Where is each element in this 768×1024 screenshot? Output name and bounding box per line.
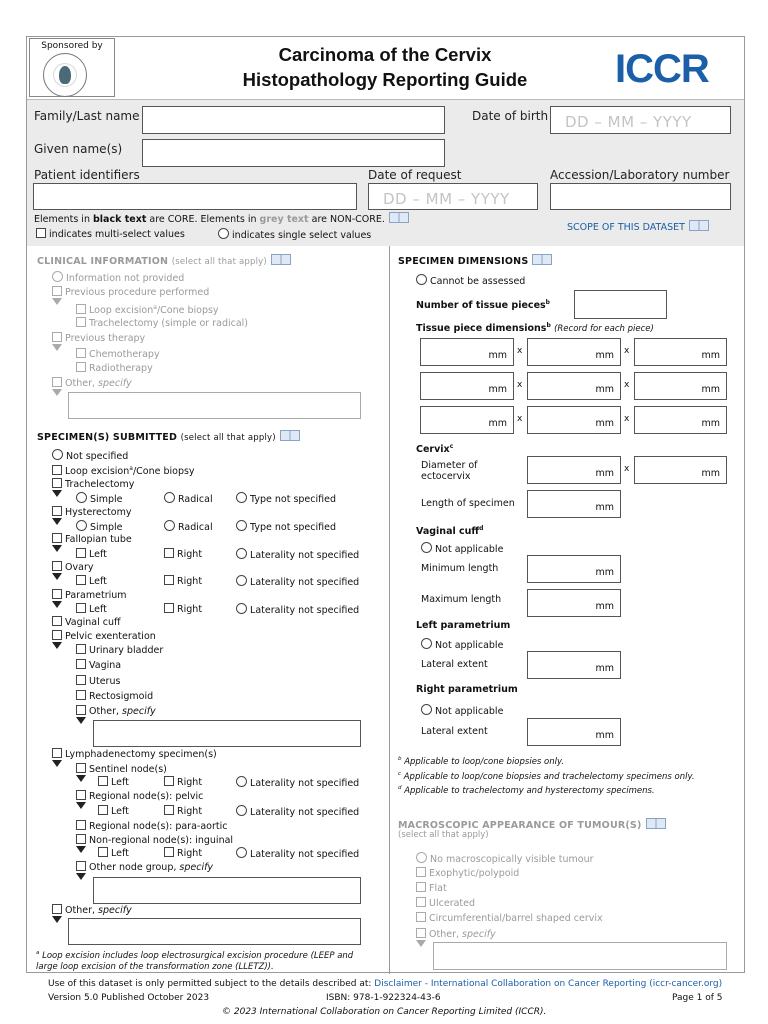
expand-arrow-icon xyxy=(52,573,62,580)
option-sentinel-lat-ns[interactable]: Laterality not specified xyxy=(236,776,359,790)
option-vagina[interactable]: Vagina xyxy=(76,659,121,672)
expand-arrow-icon xyxy=(52,916,62,923)
right-lateral-label: Lateral extent xyxy=(421,726,488,737)
expand-arrow-icon xyxy=(52,344,62,351)
option-cuff-na[interactable]: Not applicable xyxy=(421,542,503,556)
cervix-label: Cervix$^c$ xyxy=(416,443,454,456)
left-lateral-field[interactable]: mm xyxy=(527,651,621,679)
macro-appearance-heading: MACROSCOPIC APPEARANCE OF TUMOUR(S) xyxy=(398,818,666,831)
option-pelvic-other[interactable]: Other, specify xyxy=(76,705,156,718)
option-chemotherapy[interactable]: Chemotherapy xyxy=(76,348,160,361)
identifiers-field[interactable] xyxy=(33,183,357,210)
min-length-label: Minimum length xyxy=(421,563,499,574)
other-node-field[interactable] xyxy=(93,877,361,904)
option-clin-other[interactable]: Other, specify xyxy=(52,377,132,390)
footer-permitted: Use of this dataset is only permitted subject to the details described at: Disclaimer - International Collaboration on Cancer Reporting (iccr-cancer.org) xyxy=(48,979,723,989)
length-label: Length of specimen xyxy=(421,498,515,509)
given-name-label: Given name(s) xyxy=(34,142,123,156)
left-param-label: Left parametrium xyxy=(416,620,511,631)
radio-icon xyxy=(218,228,229,239)
book-icon xyxy=(689,220,709,231)
dob-label: Date of birth xyxy=(472,109,549,123)
option-urinary-bladder[interactable]: Urinary bladder xyxy=(76,644,163,657)
option-uterus[interactable]: Uterus xyxy=(76,675,120,688)
piece-1-dim-3[interactable]: mm xyxy=(634,338,727,366)
clinical-info-heading: CLINICAL INFORMATION (select all that apply) xyxy=(37,254,291,267)
right-param-label: Right parametrium xyxy=(416,684,518,695)
expand-arrow-icon xyxy=(76,775,86,782)
min-length-field[interactable]: mm xyxy=(527,555,621,583)
option-fallopian[interactable]: Fallopian tube xyxy=(52,533,132,546)
piece-1-dim-2[interactable]: mm xyxy=(527,338,621,366)
dob-field[interactable]: DD – MM – YYYY xyxy=(550,106,731,134)
scope-link[interactable]: SCOPE OF THIS DATASET xyxy=(567,220,709,234)
core-legend: Elements in black text are CORE. Elements in grey text are NON-CORE. xyxy=(34,212,409,226)
multi-select-legend: indicates multi-select values xyxy=(36,228,185,241)
sponsor-seal-icon xyxy=(43,53,87,97)
book-icon xyxy=(271,254,291,265)
option-sentinel-right[interactable]: Right xyxy=(164,776,202,789)
book-icon xyxy=(280,430,300,441)
sponsor-box xyxy=(29,38,115,97)
option-regional-para-aortic[interactable]: Regional node(s): para-aortic xyxy=(76,820,227,833)
footnote-a: $^a$ Loop excision includes loop electrosurgical excision procedure (LEEP and large loop excision of the transformation zone (LLETZ)). xyxy=(36,950,354,972)
option-fallopian-left[interactable]: Left xyxy=(76,548,107,561)
option-non-regional-inguinal[interactable]: Non-regional node(s): inguinal xyxy=(76,834,233,847)
option-exophytic[interactable]: Exophytic/polypoid xyxy=(416,867,519,880)
footer-version: Version 5.0 Published October 2023 xyxy=(48,993,210,1003)
specimen-dimensions-heading: SPECIMEN DIMENSIONS xyxy=(398,254,552,267)
column-divider xyxy=(389,246,390,974)
option-parametrium[interactable]: Parametrium xyxy=(52,589,127,602)
family-name-label: Family/Last name xyxy=(34,109,140,123)
right-lateral-field[interactable]: mm xyxy=(527,718,621,746)
piece-2-dim-2[interactable]: mm xyxy=(527,372,621,400)
single-select-legend: indicates single select values xyxy=(218,228,371,242)
footer-page: Page 1 of 5 xyxy=(672,993,723,1003)
option-param-lat-ns[interactable]: Laterality not specified xyxy=(236,603,359,617)
expand-arrow-icon xyxy=(52,518,62,525)
option-circumferential[interactable]: Circumferential/barrel shaped cervix xyxy=(416,912,603,925)
sponsored-by-label: Sponsored by xyxy=(41,41,103,51)
option-clin-loop[interactable]: Loop excision$^a$/Cone biopsy xyxy=(76,302,219,317)
option-param-right[interactable]: Right xyxy=(164,603,202,616)
expand-arrow-icon xyxy=(76,873,86,880)
times-sign: x xyxy=(624,346,630,356)
title-line-1: Carcinoma of the Cervix xyxy=(278,44,492,65)
option-dim-cannot-assess[interactable]: Cannot be assessed xyxy=(416,274,525,288)
expand-arrow-icon xyxy=(52,490,62,497)
option-left-param-na[interactable]: Not applicable xyxy=(421,638,503,652)
times-sign: x xyxy=(517,380,523,390)
option-ovary[interactable]: Ovary xyxy=(52,561,93,574)
piece-3-dim-1[interactable]: mm xyxy=(420,406,514,434)
diameter-label: Diameter of ectocervix xyxy=(421,460,478,482)
times-sign: x xyxy=(624,414,630,424)
expand-arrow-icon xyxy=(76,846,86,853)
option-previous-procedure[interactable]: Previous procedure performed xyxy=(52,286,209,299)
macro-other-field[interactable] xyxy=(433,942,727,970)
expand-arrow-icon xyxy=(76,717,86,724)
clin-other-field[interactable] xyxy=(68,392,361,419)
family-name-field[interactable] xyxy=(142,106,445,134)
accession-label: Accession/Laboratory number xyxy=(550,168,730,182)
specimen-submitted-heading: SPECIMEN(S) SUBMITTED (select all that apply) xyxy=(37,430,300,443)
num-pieces-field[interactable] xyxy=(574,290,667,319)
num-pieces-label: Number of tissue pieces$^b$ xyxy=(416,299,550,312)
option-other-node-group[interactable]: Other node group, specify xyxy=(76,861,213,874)
option-sentinel-left[interactable]: Left xyxy=(98,776,129,789)
option-trachelectomy[interactable]: Trachelectomy xyxy=(52,478,134,491)
identifiers-label: Patient identifiers xyxy=(34,168,140,182)
piece-3-dim-2[interactable]: mm xyxy=(527,406,621,434)
book-icon xyxy=(646,818,666,829)
expand-arrow-icon xyxy=(76,802,86,809)
option-inguinal-lat-ns[interactable]: Laterality not specified xyxy=(236,847,359,861)
disclaimer-link[interactable]: Disclaimer - International Collaboration on Cancer Reporting (iccr-cancer.org) xyxy=(374,979,723,989)
option-ulcerated[interactable]: Ulcerated xyxy=(416,897,475,910)
option-right-param-na[interactable]: Not applicable xyxy=(421,704,503,718)
expand-arrow-icon xyxy=(52,642,62,649)
option-vaginal-cuff[interactable]: Vaginal cuff xyxy=(52,616,121,629)
option-hysterectomy[interactable]: Hysterectomy xyxy=(52,506,132,519)
option-spec-not-specified[interactable]: Not specified xyxy=(52,449,128,463)
book-icon[interactable] xyxy=(389,212,409,223)
iccr-logo: ICCR xyxy=(615,47,709,91)
note-c: $^c$ Applicable to loop/cone biopsies and trachelectomy specimens only. xyxy=(398,771,695,782)
option-fallopian-lat-ns[interactable]: Laterality not specified xyxy=(236,548,359,562)
book-icon xyxy=(532,254,552,265)
option-reg-pelvic-lat-ns[interactable]: Laterality not specified xyxy=(236,805,359,819)
option-spec-other[interactable]: Other, specify xyxy=(52,904,132,917)
option-flat[interactable]: Flat xyxy=(416,882,447,895)
times-sign: x xyxy=(517,346,523,356)
option-ovary-left[interactable]: Left xyxy=(76,575,107,588)
option-trach-simple[interactable]: Simple xyxy=(76,492,122,506)
option-hyst-simple[interactable]: Simple xyxy=(76,520,122,534)
option-radiotherapy[interactable]: Radiotherapy xyxy=(76,362,153,375)
piece-3-dim-3[interactable]: mm xyxy=(634,406,727,434)
option-sentinel[interactable]: Sentinel node(s) xyxy=(76,763,167,776)
note-d: $^d$ Applicable to trachelectomy and hysterectomy specimens. xyxy=(398,785,655,796)
date-request-field[interactable]: DD – MM – YYYY xyxy=(368,183,538,210)
option-trach-type-ns[interactable]: Type not specified xyxy=(236,492,336,506)
option-rectosigmoid[interactable]: Rectosigmoid xyxy=(76,690,153,703)
expand-arrow-icon xyxy=(52,601,62,608)
page-title xyxy=(200,42,570,92)
option-reg-pelvic-left[interactable]: Left xyxy=(98,805,129,818)
max-length-field[interactable]: mm xyxy=(527,589,621,617)
option-trach-radical[interactable]: Radical xyxy=(164,492,213,506)
title-line-2: Histopathology Reporting Guide xyxy=(242,69,528,90)
pelvic-other-field[interactable] xyxy=(93,720,361,747)
expand-arrow-icon xyxy=(52,298,62,305)
option-hyst-radical[interactable]: Radical xyxy=(164,520,213,534)
diameter-field-1[interactable]: mm xyxy=(527,456,621,484)
times-sign: x xyxy=(517,414,523,424)
option-lymphadenectomy[interactable]: Lymphadenectomy specimen(s) xyxy=(52,748,217,761)
option-macro-other[interactable]: Other, specify xyxy=(416,928,496,941)
diameter-field-2[interactable]: mm xyxy=(634,456,727,484)
piece-2-dim-1[interactable]: mm xyxy=(420,372,514,400)
option-reg-pelvic-right[interactable]: Right xyxy=(164,805,202,818)
length-field[interactable]: mm xyxy=(527,490,621,518)
checkbox-icon xyxy=(36,228,46,238)
given-name-field[interactable] xyxy=(142,139,445,167)
expand-arrow-icon xyxy=(416,940,426,947)
option-param-left[interactable]: Left xyxy=(76,603,107,616)
option-clin-trachelectomy[interactable]: Trachelectomy (simple or radical) xyxy=(76,317,248,330)
date-request-label: Date of request xyxy=(368,168,462,182)
option-inguinal-left[interactable]: Left xyxy=(98,847,129,860)
tissue-dims-label: Tissue piece dimensions$^b$ (Record for each piece) xyxy=(416,322,654,335)
accession-field[interactable] xyxy=(550,183,731,210)
expand-arrow-icon xyxy=(52,389,62,396)
macro-sub: (select all that apply) xyxy=(398,830,489,840)
piece-1-dim-1[interactable]: mm xyxy=(420,338,514,366)
option-no-visible-tumour[interactable]: No macroscopically visible tumour xyxy=(416,852,594,866)
left-lateral-label: Lateral extent xyxy=(421,659,488,670)
option-hyst-type-ns[interactable]: Type not specified xyxy=(236,520,336,534)
footer-isbn: ISBN: 978-1-922324-43-6 xyxy=(326,993,441,1003)
piece-2-dim-3[interactable]: mm xyxy=(634,372,727,400)
vaginal-cuff-label: Vaginal cuff$^d$ xyxy=(416,525,484,538)
expand-arrow-icon xyxy=(52,545,62,552)
option-ovary-lat-ns[interactable]: Laterality not specified xyxy=(236,575,359,589)
option-spec-loop[interactable]: Loop excision$^a$/Cone biopsy xyxy=(52,463,195,478)
times-sign: x xyxy=(624,464,630,474)
option-ovary-right[interactable]: Right xyxy=(164,575,202,588)
note-b: $^b$ Applicable to loop/cone biopsies only. xyxy=(398,756,565,767)
option-regional-pelvic[interactable]: Regional node(s): pelvic xyxy=(76,790,203,803)
option-info-not-provided[interactable]: Information not provided xyxy=(52,271,184,285)
spec-other-field[interactable] xyxy=(68,918,361,945)
option-fallopian-right[interactable]: Right xyxy=(164,548,202,561)
footer-copyright: © 2023 International Collaboration on Cancer Reporting Limited (ICCR). xyxy=(222,1007,547,1017)
times-sign: x xyxy=(624,380,630,390)
max-length-label: Maximum length xyxy=(421,594,502,605)
option-pelvic-exenteration[interactable]: Pelvic exenteration xyxy=(52,630,156,643)
option-previous-therapy[interactable]: Previous therapy xyxy=(52,332,145,345)
expand-arrow-icon xyxy=(52,760,62,767)
option-inguinal-right[interactable]: Right xyxy=(164,847,202,860)
